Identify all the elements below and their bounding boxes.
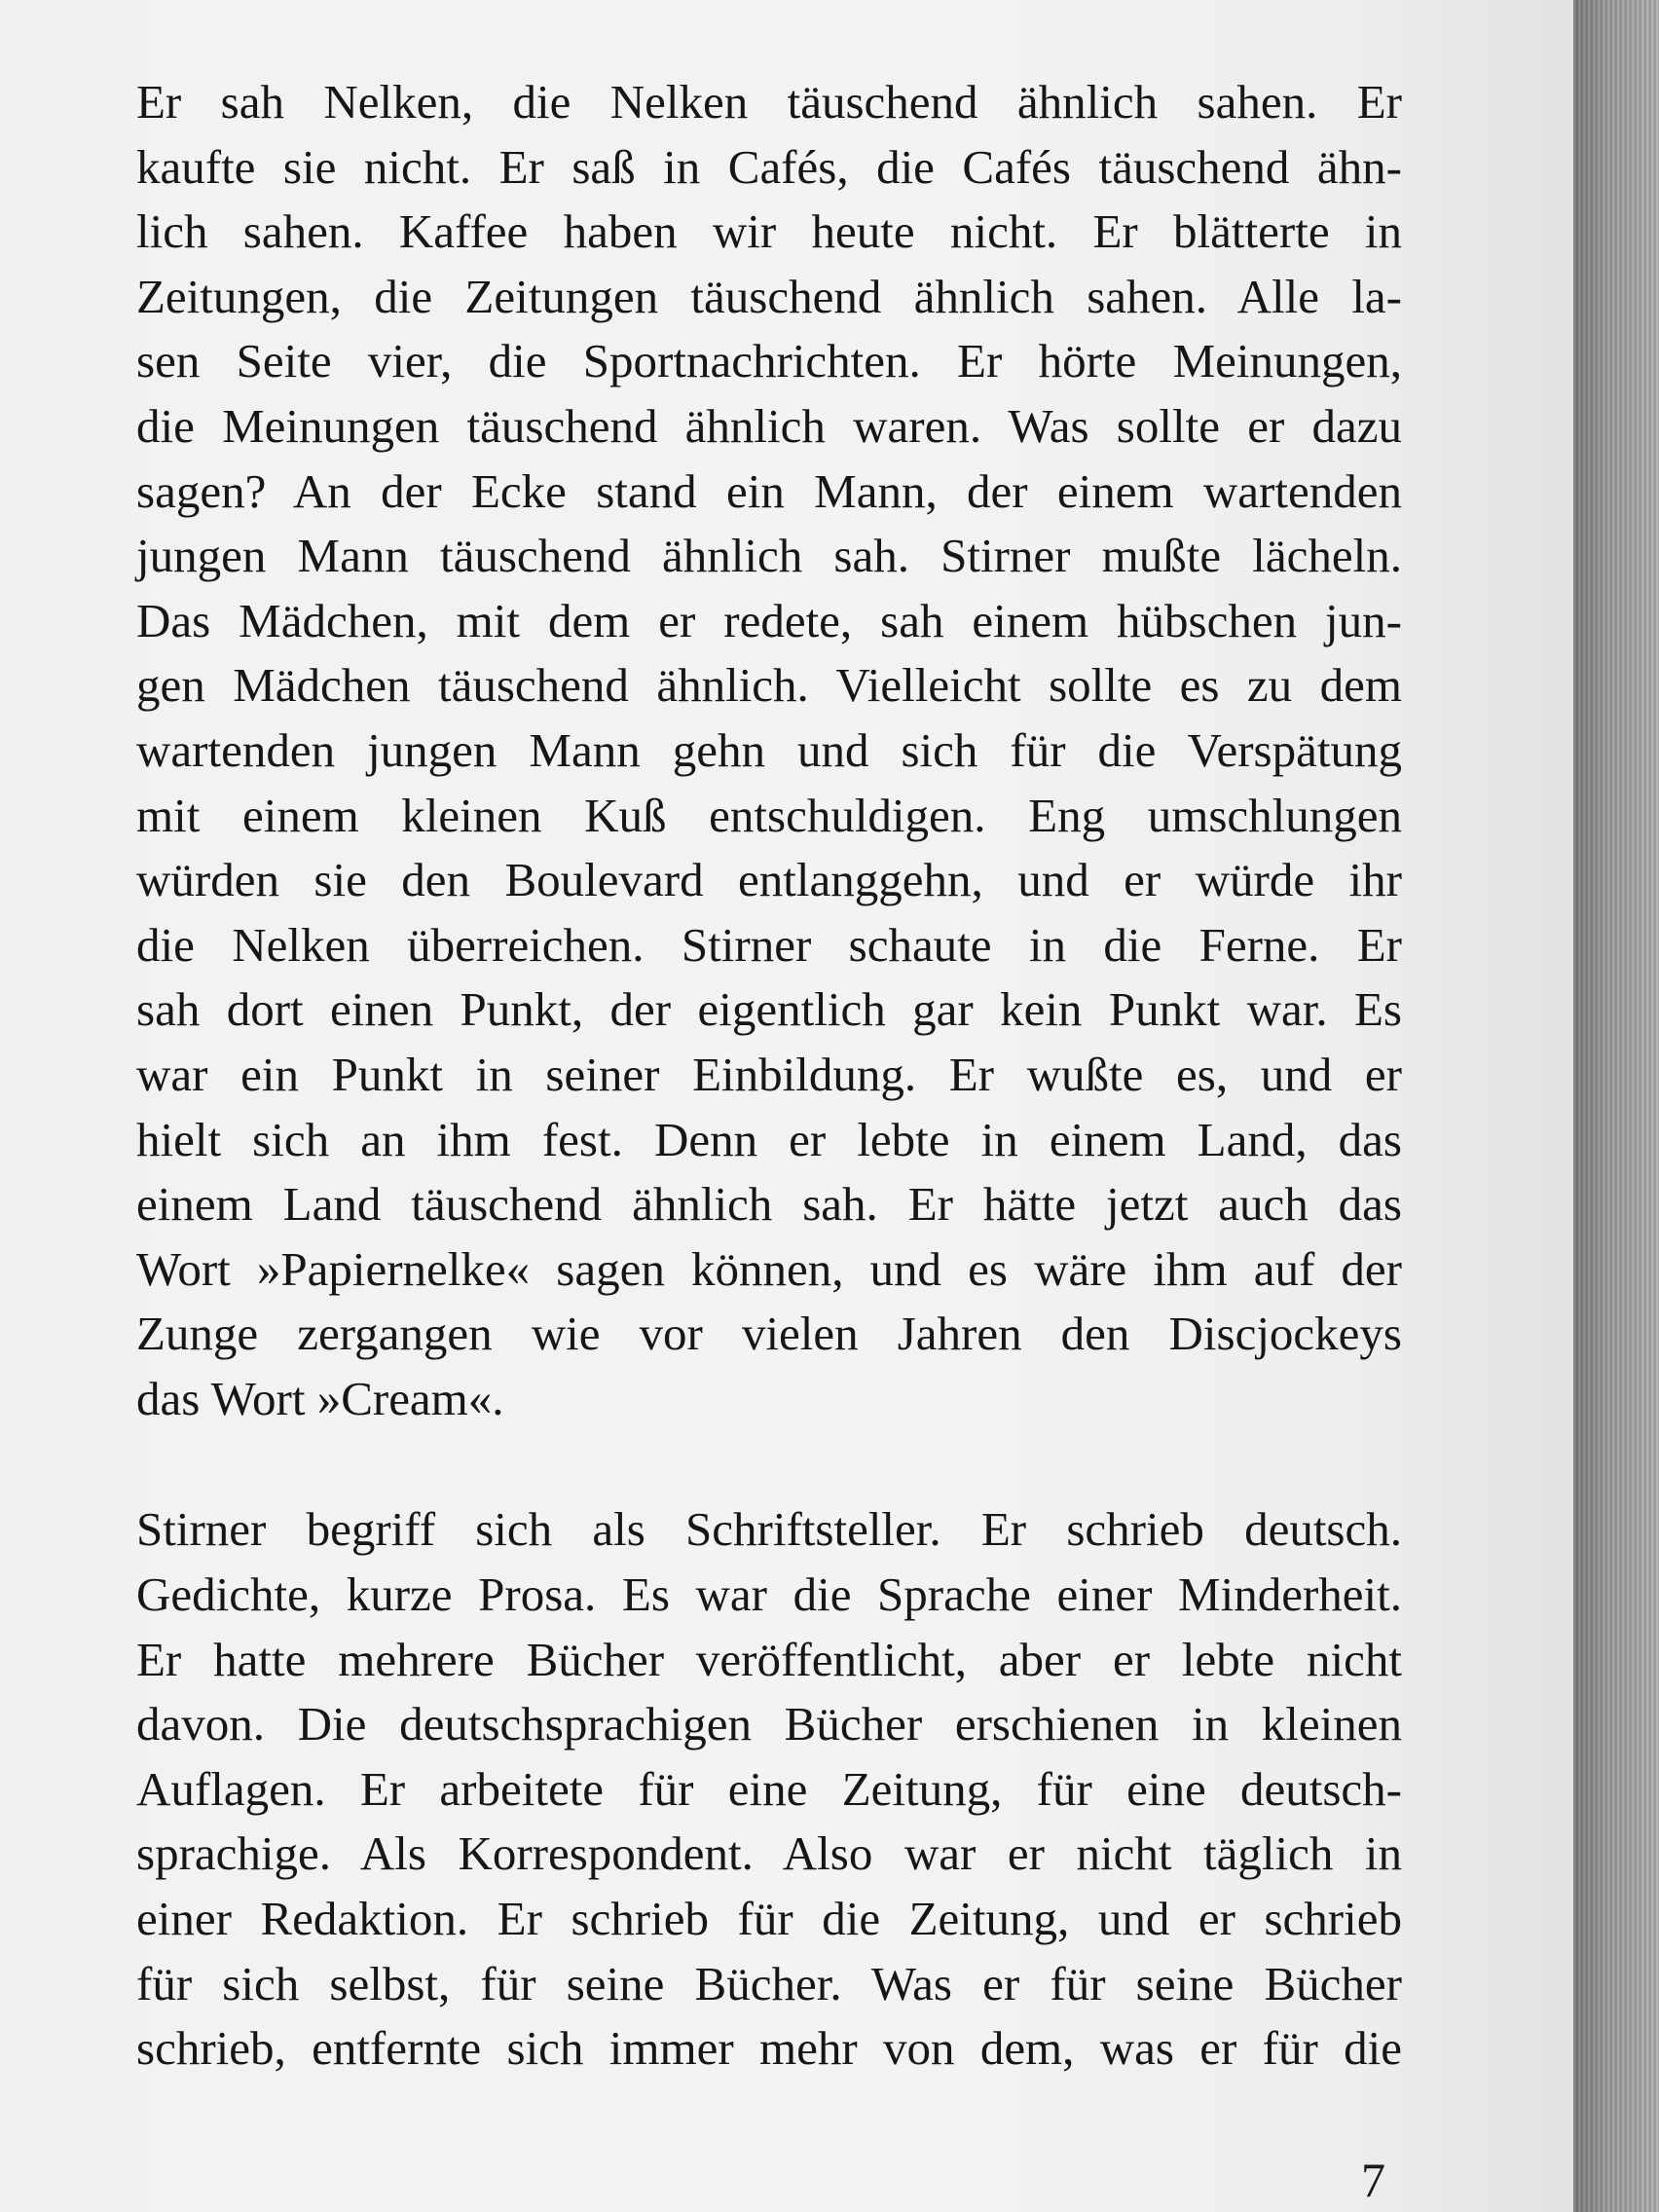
text-line: mit einem kleinen Kuß entschuldigen. Eng umschlungen [136,788,1402,842]
page-number: 7 [1361,2153,1385,2207]
text-line: Das Mädchen, mit dem er redete, sah einem hübschen jun- [136,593,1402,647]
text-line: einem Land täuschend ähnlich sah. Er hätte jetzt auch das [136,1177,1402,1232]
text-line: einer Redaktion. Er schrieb für die Zeitung, und er schrieb [136,1892,1402,1946]
text-line: das Wort »Cream«. [136,1371,504,1425]
text-line: sprachige. Als Korrespondent. Also war er nicht täglich in [136,1826,1402,1881]
text-line: würden sie den Boulevard entlanggehn, und er würde ihr [136,853,1402,907]
text-line: hielt sich an ihm fest. Denn er lebte in einem Land, das [136,1112,1402,1166]
text-line: die Meinungen täuschend ähnlich waren. Was sollte er dazu [136,398,1402,453]
text-line: sagen? An der Ecke stand ein Mann, der einem wartenden [136,463,1402,518]
text-line: gen Mädchen täuschend ähnlich. Vielleicht sollte es zu dem [136,658,1402,713]
text-line: Zunge zergangen wie vor vielen Jahren den Discjockeys [136,1307,1402,1361]
text-line: Er sah Nelken, die Nelken täuschend ähnlich sahen. Er [136,75,1402,129]
text-line: wartenden jungen Mann gehn und sich für die Verspätung [136,722,1402,777]
text-line: Auflagen. Er arbeitete für eine Zeitung, für eine deutsch- [136,1761,1402,1816]
text-line: Er hatte mehrere Bücher veröffentlicht, aber er lebte nicht [136,1632,1402,1686]
text-line: kaufte sie nicht. Er saß in Cafés, die Cafés täuschend ähn- [136,139,1402,194]
body-text [136,70,1402,2082]
text-line: Zeitungen, die Zeitungen täuschend ähnlich sahen. Alle la- [136,269,1402,323]
text-line: war ein Punkt in seiner Einbildung. Er wußte es, und er [136,1047,1402,1101]
book-edge [1573,0,1659,2212]
text-line: für sich selbst, für seine Bücher. Was er für seine Bücher [136,1956,1402,2010]
text-line: sah dort einen Punkt, der eigentlich gar kein Punkt war. Es [136,982,1402,1037]
text-line: schrieb, entfernte sich immer mehr von dem, was er für die [136,2021,1402,2076]
text-line: sen Seite vier, die Sportnachrichten. Er hörte Meinungen, [136,334,1402,388]
paragraph-2 [136,1497,1402,2081]
text-line: Wort »Papiernelke« sagen können, und es wäre ihm auf der [136,1241,1402,1296]
text-line: die Nelken überreichen. Stirner schaute in die Ferne. Er [136,917,1402,972]
paragraph-1 [136,70,1402,1431]
text-line: Stirner begriff sich als Schriftsteller. Er schrieb deutsch. [136,1502,1402,1557]
text-line: davon. Die deutschsprachigen Bücher erschienen in kleinen [136,1697,1402,1751]
text-line: jungen Mann täuschend ähnlich sah. Stirner mußte lächeln. [136,529,1402,583]
text-line: lich sahen. Kaffee haben wir heute nicht. Er blätterte in [136,204,1402,259]
text-line: Gedichte, kurze Prosa. Es war die Sprache einer Minderheit. [136,1567,1402,1622]
